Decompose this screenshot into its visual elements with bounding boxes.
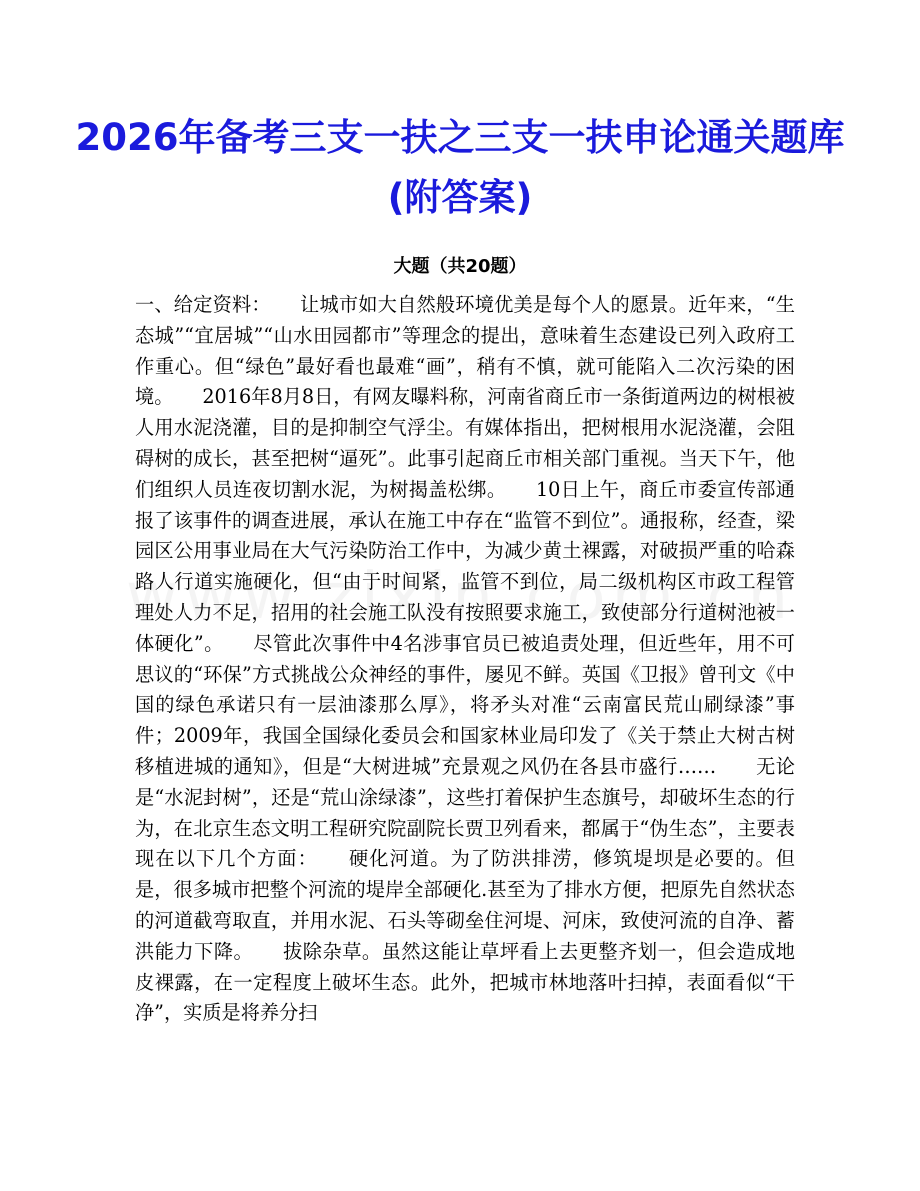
section-heading: 大题（共20题） [393, 256, 527, 277]
document-title: 2026年备考三支一扶之三支一扶申论通关题库(附答案) [75, 116, 845, 219]
question-body-text: 一、给定资料： 让城市如大自然般环境优美是每个人的愿景。近年来，“生态城”“宜居城”“山水田园都市”等理念的提出，意味着生态建设已列入政府工作重心。但“绿色”最好看也最难“画”，稍有不慎，就可能陷入二次污染的困境。 2016年8月8日，有网友曝料称，河南省商丘市一条街道两边的树根被人用水泥浇灌，目的是抑制空气浮尘。有媒体指出，把树根用水泥浇灌，会阻碍树的成长，甚至把树“逼死”。此事引起商丘市相关部门重视。当天下午，他们组织人员连夜切割水泥，为树揭盖松绑。 10日上午，商丘市委宣传部通报了该事件的调查进展，承认在施工中存在“监管不到位”。通报称，经查，梁园区公用事业局在大气污染防治工作中，为减少黄土裸露，对破损严重的哈森路人行道实施硬化，但“由于时间紧，监管不到位，局二级机构区市政工程管理处人力不足，招用的社会施工队没有按照要求施工，致使部分行道树池被一体硬化”。 尽管此次事件中4名涉事官员已被追责处理，但近些年，用不可思议的“环保”方式挑战公众神经的事件，屡见不鲜。英国《卫报》曾刊文《中国的绿色承诺只有一层油漆那么厚》，将矛头对准“云南富民荒山刷绿漆”事件；2009年，我国全国绿化委员会和国家林业局印发了《关于禁止大树古树移植进城的通知》，但是“大树进城”充景观之风仍在各县市盛行…… 无论是“水泥封树”，还是“荒山涂绿漆”，这些打着保护生态旗号，却破坏生态的行为，在北京生态文明工程研究院副院长贾卫列看来，都属于“伪生态”，主要表现在以下几个方面： 硬化河道。为了防洪排涝，修筑堤坝是必要的。但是，很多城市把整个河流的堤岸全部硬化.甚至为了排水方便，把原先自然状态的河道截弯取直，并用水泥、石头等砌垒住河堤、河床，致使河流的自净、蓄洪能力下降。 拔除杂草。虽然这能让草坪看上去更整齐划一，但会造成地皮裸露，在一定程度上破坏生态。此外，把城市林地落叶扫掉，表面看似“干净”，实质是将养分扫 [135, 293, 795, 1025]
